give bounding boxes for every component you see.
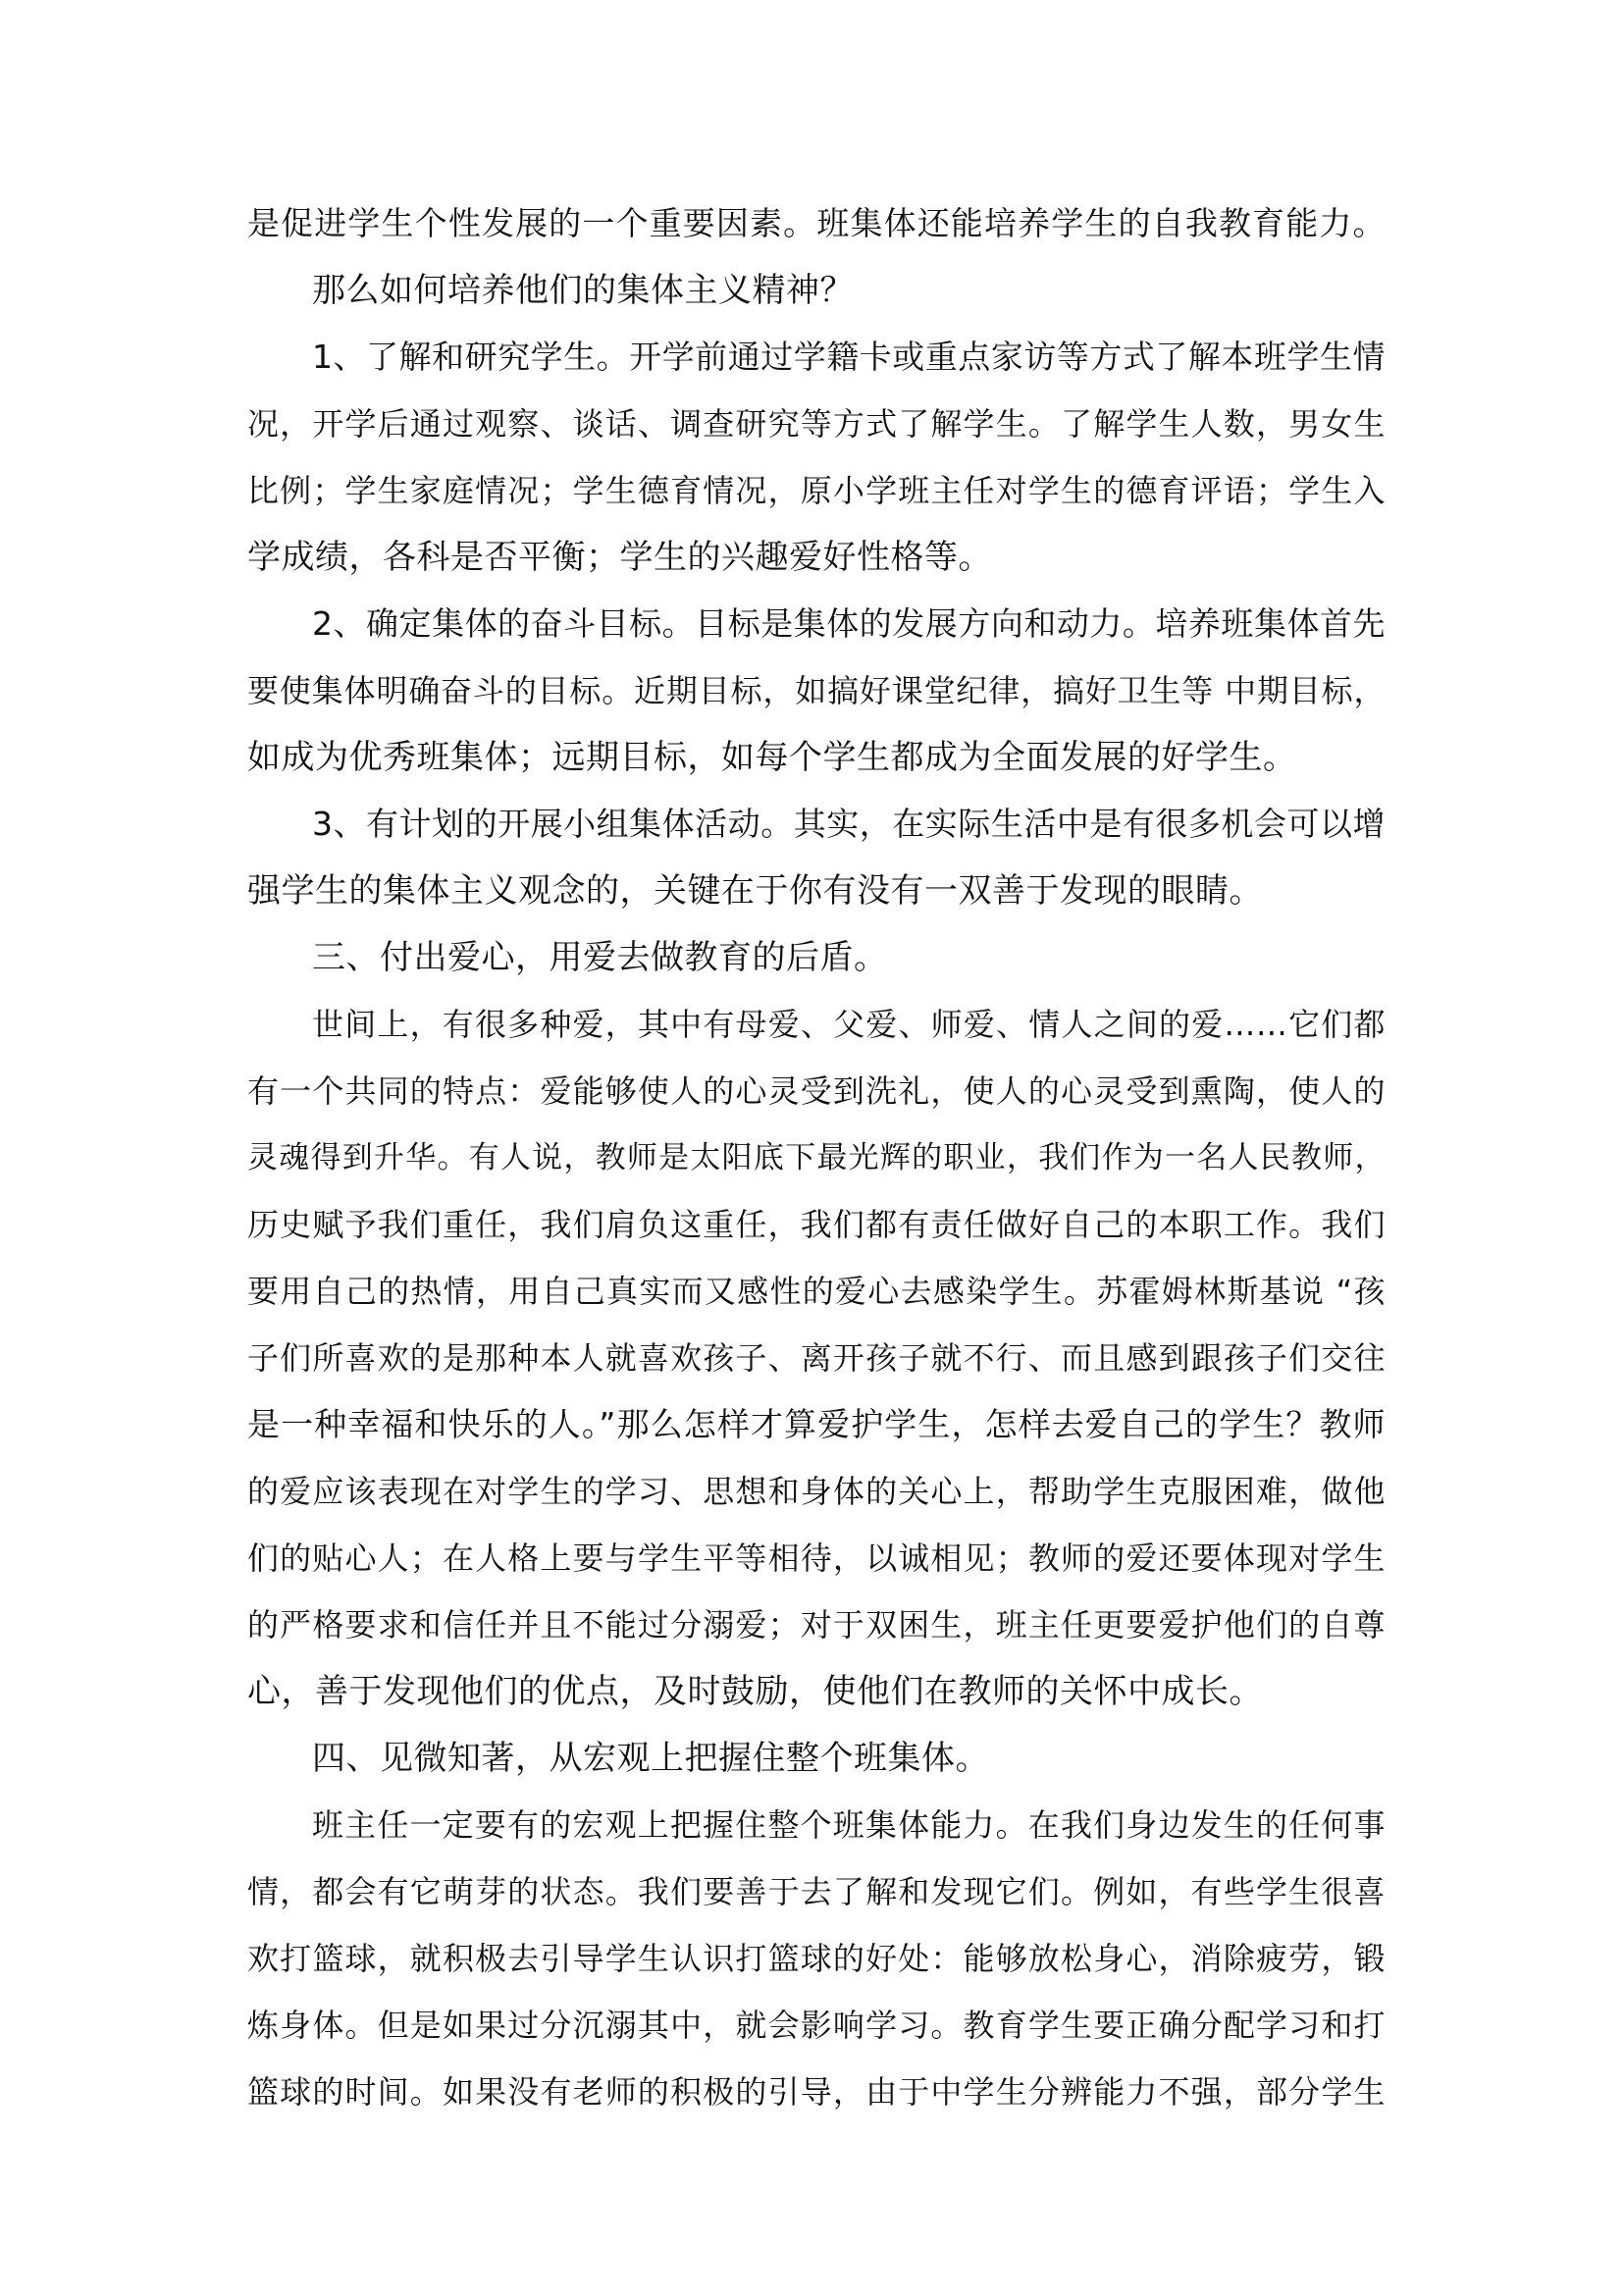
- text-line-8: 要使集体明确奋斗的目标。近期目标，如搞好课堂纪律，搞好卫生等 中期目标，: [247, 672, 1386, 709]
- text-line-2: 那么如何培养他们的集体主义精神？: [312, 271, 854, 310]
- text-line-16: 历史赋予我们重任，我们肩负这重任，我们都有责任做好自己的本职工作。我们: [247, 1206, 1386, 1243]
- text-line-21: 们的贴心人；在人格上要与学生平等相待，以诚相见；教师的爱还要体现对学生: [247, 1539, 1386, 1577]
- text-line-14: 有一个共同的特点：爱能够使人的心灵受到洗礼，使人的心灵受到熏陶，使人的: [247, 1072, 1386, 1110]
- text-line-9: 如成为优秀班集体；远期目标，如每个学生都成为全面发展的好学生。: [247, 738, 1297, 777]
- text-line-3: 1、了解和研究学生。开学前通过学籍卡或重点家访等方式了解本班学生情: [312, 338, 1386, 376]
- text-line-29: 篮球的时间。如果没有老师的积极的引导，由于中学生分辨能力不强，部分学生: [247, 2073, 1386, 2111]
- text-line-26: 情，都会有它萌芽的状态。我们要善于去了解和发现它们。例如，有些学生很喜: [247, 1873, 1386, 1910]
- text-line-7: 2、确定集体的奋斗目标。目标是集体的发展方向和动力。培养班集体首先: [312, 604, 1386, 643]
- text-line-27: 欢打篮球，就积极去引导学生认识打篮球的好处：能够放松身心，消除疲劳，锻: [247, 1940, 1386, 1977]
- text-line-10: 3、有计划的开展小组集体活动。其实，在实际生活中是有很多机会可以增: [312, 805, 1386, 843]
- text-line-25: 班主任一定要有的宏观上把握住整个班集体能力。在我们身边发生的任何事: [312, 1806, 1386, 1844]
- text-line-23: 心，善于发现他们的优点，及时鼓励，使他们在教师的关怀中成长。: [247, 1672, 1263, 1711]
- text-line-22: 的严格要求和信任并且不能过分溺爱；对于双困生，班主任更要爱护他们的自尊: [247, 1606, 1386, 1644]
- text-line-13: 世间上，有很多种爱，其中有母爱、父爱、师爱、情人之间的爱……它们都: [312, 1006, 1386, 1043]
- text-line-20: 的爱应该表现在对学生的学习、思想和身体的关心上，帮助学生克服困难，做他: [247, 1473, 1386, 1510]
- text-line-12: 三、付出爱心，用爱去做教育的后盾。: [312, 938, 888, 977]
- text-line-24: 四、见微知著，从宏观上把握住整个班集体。: [312, 1739, 989, 1778]
- text-line-28: 炼身体。但是如果过分沉溺其中，就会影响学习。教育学生要正确分配学习和打: [247, 2007, 1386, 2044]
- text-line-19: 是一种幸福和快乐的人。”那么怎样才算爱护学生，怎样去爱自己的学生？教师: [247, 1405, 1386, 1443]
- text-line-15: 灵魂得到升华。有人说，教师是太阳底下最光辉的职业，我们作为一名人民教师，: [247, 1140, 1386, 1175]
- text-line-18: 子们所喜欢的是那种本人就喜欢孩子、离开孩子就不行、而且感到跟孩子们交往: [247, 1339, 1386, 1377]
- text-line-11: 强学生的集体主义观念的，关键在于你有没有一双善于发现的眼睛。: [247, 871, 1263, 911]
- text-line-4: 况，开学后通过观察、谈话、调查研究等方式了解学生。了解学生人数，男女生: [247, 405, 1386, 443]
- text-line-1: 是促进学生个性发展的一个重要因素。班集体还能培养学生的自我教育能力。: [247, 204, 1386, 242]
- text-line-17: 要用自己的热情，用自己真实而又感性的爱心去感染学生。苏霍姆林斯基说 “孩: [247, 1273, 1386, 1310]
- text-line-5: 比例；学生家庭情况；学生德育情况，原小学班主任对学生的德育评语；学生入: [247, 472, 1386, 509]
- text-line-6: 学成绩，各科是否平衡；学生的兴趣爱好性格等。: [247, 538, 992, 577]
